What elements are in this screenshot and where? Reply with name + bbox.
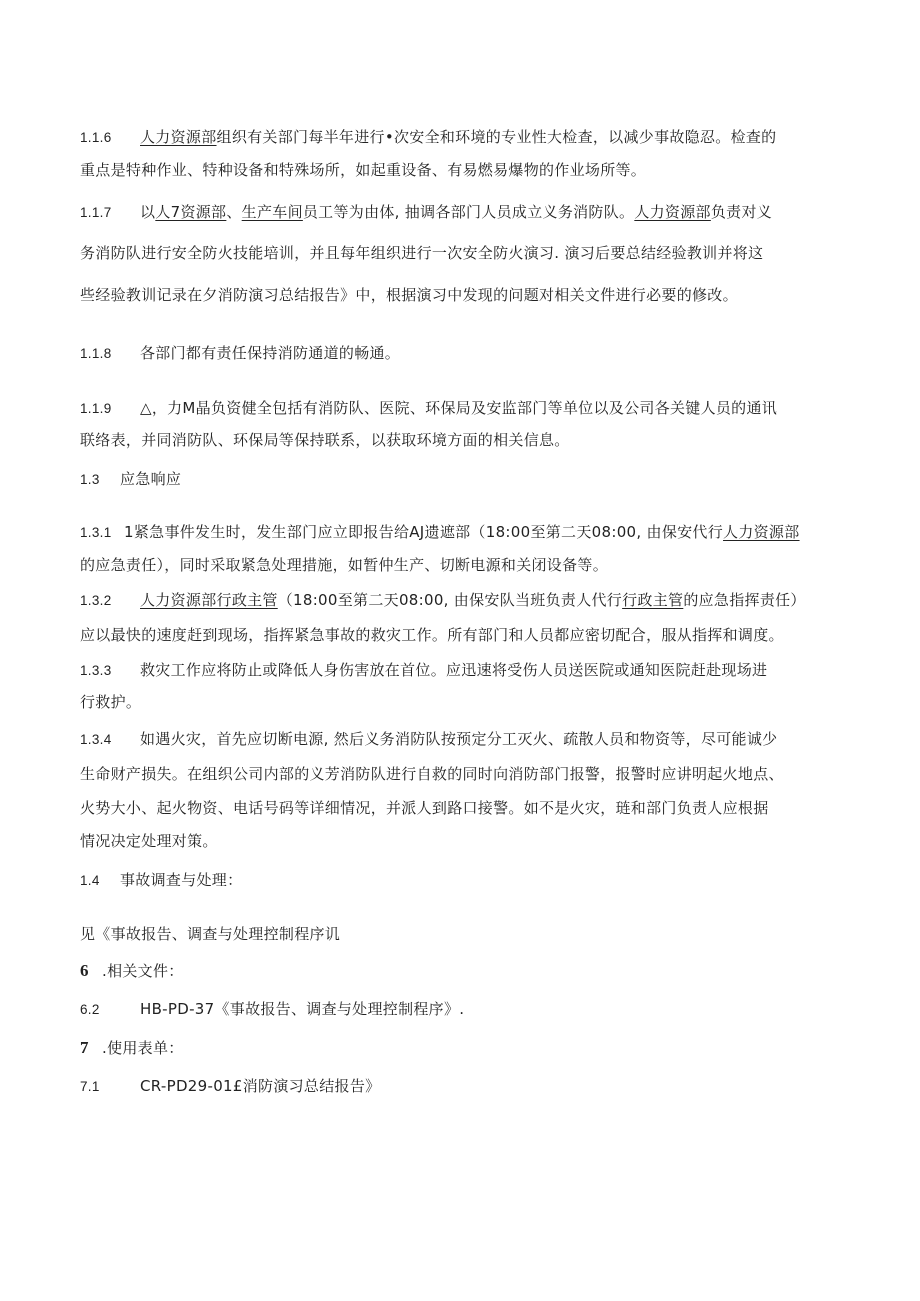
section-number: 1.4 [80,873,100,888]
section-1-4-heading [80,870,242,891]
clause-text: 救灾工作应将防止或降低人身伤害放在首位。应迅速将受伤人员送医院或通知医院赶赴现场进 [140,661,768,679]
clause-1-3-4-line-3: 火势大小、起火物资、电话号码等详细情况，并派人到路口接警。如不是火灾，琏和部门负责人应根据 [80,799,769,817]
clause-number: 1.1.8 [80,346,112,361]
section-6-heading [80,961,184,981]
clause-1-1-7-line-2: 务消防队进行安全防火技能培训，并且每年组织进行一次安全防火演习. 演习后要总结经验教训并将这 [80,244,764,262]
clause-1-3-1-line-2: 的应急责任），同时采取紧急处理措施，如暂仲生产、切断电源和关闭设备等。 [80,556,609,574]
section-title: .使用表单： [102,1039,184,1057]
clause-1-1-6-line-1 [80,127,776,148]
clause-text: 如遇火灾，首先应切断电源, 然后义务消防队按预定分工灭火、疏散人员和物资等，尽可能诚少 [140,730,778,748]
clause-text: 、 [226,203,242,221]
underlined-term: 行政主管 [622,591,684,609]
clause-text: △，力M晶负资健全包括有消防队、医院、环保局及安监部门等单位以及公司各关键人员的通讯 [140,399,778,417]
clause-1-3-1-line-1 [80,522,800,543]
clause-text: 1紧急事件发生时，发生部门应立即报告给AJ遗遮部（18:00至第二天08:00, 由保安代行 [124,523,724,541]
underlined-term: 人力资源部 [140,128,217,146]
clause-1-1-9-line-1 [80,398,777,419]
underlined-term: 行政主管 [216,591,278,609]
section-title: 应急响应 [120,470,182,488]
section-number: 7 [80,1038,89,1057]
clause-1-1-6-line-2: 重点是特种作业、特种设备和特殊场所，如起重设备、有易燃易爆物的作业场所等。 [80,161,647,179]
clause-1-3-4-line-1 [80,729,777,750]
clause-text: 各部门都有责任保持消防通道的畅通。 [140,344,401,362]
clause-text: 以 [140,203,156,221]
clause-number: 1.1.7 [80,205,112,220]
underlined-term: 人力资源部 [140,591,217,609]
underlined-term: 人力资源部 [634,203,711,221]
section-title: .相关文件： [102,962,184,980]
section-number: 6 [80,961,89,980]
clause-text: （18:00至第二天08:00, 由保安队当班负责人代行 [277,591,623,609]
clause-1-3-3-line-1 [80,660,767,681]
clause-text: 的应急指挥责任） [683,591,806,609]
clause-number: 1.3.2 [80,593,112,608]
clause-1-3-4-line-4: 情况决定处理对策。 [80,832,218,850]
clause-text: 组织有关部门每半年进行•次安全和环境的专业性大检查，以减少事故隐忍。检查的 [216,128,777,146]
clause-number: 1.3.4 [80,732,112,747]
clause-1-1-8 [80,343,400,364]
item-text: CR-PD29-01£消防演习总结报告》 [140,1077,381,1095]
item-6-2 [80,999,464,1020]
item-text: HB-PD-37《事故报告、调查与处理控制程序》. [140,1000,465,1018]
section-number: 1.3 [80,472,100,487]
clause-text: 负责对义 [710,203,773,221]
section-7-heading [80,1038,184,1058]
item-7-1 [80,1076,380,1097]
clause-number: 1.3.3 [80,663,112,678]
clause-1-3-3-line-2: 行救护。 [80,693,142,711]
clause-1-3-2-line-1 [80,590,806,611]
item-number: 6.2 [80,1002,100,1017]
underlined-term: 人7资源部 [155,203,227,221]
clause-1-1-9-line-2: 联络表，并同消防队、环保局等保持联系，以获取环境方面的相关信息。 [80,431,570,449]
underlined-term: 生产车间 [241,203,303,221]
underlined-term: 人力资源部 [723,523,800,541]
item-number: 7.1 [80,1079,100,1094]
clause-1-1-7-line-3: 些经验教训记录在夕消防演习总结报告》中，根据演习中发现的问题对相关文件进行必要的修改。 [80,286,738,304]
clause-number: 1.1.6 [80,130,112,145]
section-title: 事故调查与处理： [120,871,243,889]
clause-1-3-2-line-2: 应以最快的速度赶到现场，指挥紧急事故的救灾工作。所有部门和人员都应密切配合，服从指挥和调度。 [80,626,784,644]
clause-1-3-4-line-2: 生命财产损失。在组织公司内部的义芳消防队进行自救的同时向消防部门报警，报警时应讲明起火地点、 [80,765,784,783]
clause-1-1-7-line-1 [80,202,772,223]
clause-text: 员工等为由体, 抽调各部门人员成立义务消防队。 [302,203,635,221]
clause-number: 1.1.9 [80,401,112,416]
clause-number: 1.3.1 [80,525,112,540]
reference-note: 见《事故报告、调查与处理控制程序讥 [80,925,341,943]
section-1-3-heading [80,469,181,490]
